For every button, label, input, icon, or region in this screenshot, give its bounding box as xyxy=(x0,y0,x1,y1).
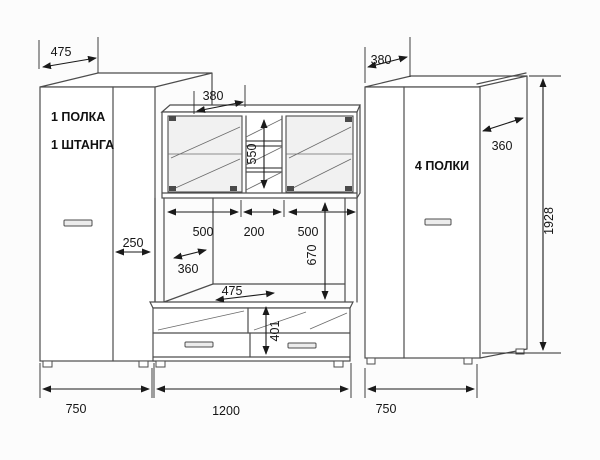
dim-right-height: 1928 xyxy=(542,207,556,235)
right-wardrobe xyxy=(365,73,527,364)
niche xyxy=(155,198,357,302)
dim-right-width: 750 xyxy=(375,402,397,416)
dim-arrow-niche-depth xyxy=(174,250,206,258)
dim-left-door-width: 250 xyxy=(122,236,144,250)
dim-middle-section: 200 xyxy=(243,225,265,239)
left-wardrobe-foot-left xyxy=(43,361,52,367)
lower-unit-top xyxy=(150,302,353,308)
left-wardrobe-foot-right xyxy=(139,361,148,367)
right-wardrobe-handle xyxy=(425,219,451,225)
left-wardrobe-label-1: 1 ПОЛКА xyxy=(51,110,106,124)
upper-cabinet-top xyxy=(162,105,360,112)
dim-right-section: 500 xyxy=(297,225,319,239)
right-wardrobe-label: 4 ПОЛКИ xyxy=(414,159,470,173)
dim-right-side-depth: 360 xyxy=(491,139,513,153)
left-wardrobe-handle xyxy=(64,220,92,226)
left-wardrobe-front xyxy=(40,87,155,361)
dim-shelf-width: 475 xyxy=(221,284,243,298)
right-wardrobe-foot-right xyxy=(464,358,472,364)
dim-left-section: 500 xyxy=(192,225,214,239)
dim-glass-height: 550 xyxy=(245,143,259,165)
lower-unit-front xyxy=(153,308,350,361)
dim-left-width: 750 xyxy=(65,402,87,416)
left-wardrobe-label-2: 1 ШТАНГА xyxy=(51,138,115,152)
dim-niche-height: 670 xyxy=(305,244,319,266)
dim-arrow-left-top-depth xyxy=(43,58,96,67)
dim-center-width: 1200 xyxy=(212,404,240,418)
dim-niche-depth: 360 xyxy=(177,262,199,276)
left-wardrobe-top xyxy=(40,73,212,87)
drawer-handle-left xyxy=(185,342,213,347)
right-wardrobe-front xyxy=(365,87,480,358)
dim-center-top-depth: 380 xyxy=(202,89,224,103)
lower-unit-foot-left xyxy=(156,361,165,367)
dim-right-top-depth: 380 xyxy=(370,53,392,67)
dim-drawer-height: 401 xyxy=(268,320,282,342)
dim-arrow-right-side-depth xyxy=(483,118,523,131)
dim-left-top-depth: 475 xyxy=(50,45,72,59)
lower-unit-foot-right xyxy=(334,361,343,367)
right-wardrobe-foot-left xyxy=(367,358,375,364)
drawer-handle-right xyxy=(288,343,316,348)
